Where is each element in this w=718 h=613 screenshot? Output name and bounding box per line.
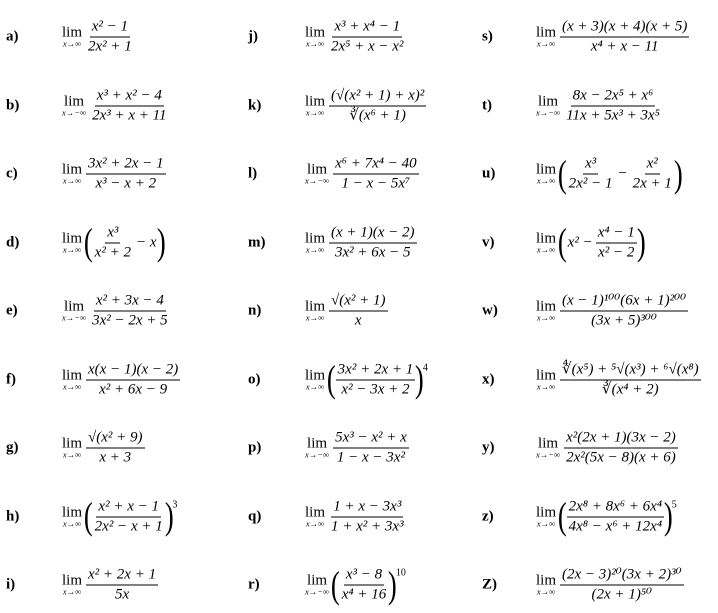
limit-operator	[536, 231, 556, 254]
fraction	[93, 223, 133, 262]
problem-s	[482, 9, 712, 65]
problem-label: u)	[482, 165, 496, 182]
limit-operator	[62, 505, 82, 528]
lim-word: lim	[305, 230, 326, 246]
limit-operator	[62, 300, 86, 323]
problem-n	[248, 283, 484, 339]
lim-word: lim	[536, 24, 557, 41]
limit-operator	[536, 163, 556, 186]
lim-word: lim	[536, 367, 557, 383]
limit-expression	[536, 360, 702, 399]
limit-subscript: x→∞	[305, 312, 325, 323]
problem-m	[248, 215, 484, 271]
lim-word: lim	[305, 367, 326, 383]
problem-label: x)	[482, 371, 495, 387]
numerator: (x + 1)(x − 2)	[329, 223, 417, 243]
limit-expression	[536, 566, 685, 605]
limit-operator	[536, 26, 556, 49]
exponent: 5	[671, 499, 677, 510]
left-paren: (	[557, 153, 567, 195]
problem-d	[6, 215, 242, 271]
lim-word: lim	[305, 93, 326, 109]
numerator: x³	[583, 155, 598, 175]
limit-subscript: x→−∞	[536, 107, 561, 117]
limit-subscript: x→∞	[62, 586, 82, 597]
numerator: √(x² + 1)	[329, 292, 388, 312]
right-paren: )	[164, 495, 174, 538]
problem-t	[482, 78, 712, 134]
numerator: x²	[645, 155, 660, 175]
limit-expression	[305, 360, 428, 399]
numerator: x³ − 8	[344, 566, 384, 586]
denominator: x² + 6x − 9	[99, 381, 168, 397]
lim-word: lim	[305, 24, 326, 41]
limit-expression	[305, 223, 418, 262]
limit-operator	[62, 163, 82, 186]
numerator: x³ + x² − 4	[95, 86, 164, 106]
numerator: x² + 2x + 1	[86, 566, 158, 586]
problem-i	[6, 557, 242, 613]
limit-operator	[62, 231, 82, 254]
limit-operator	[536, 300, 556, 323]
lim-word: lim	[62, 161, 83, 178]
numerator: (x + 3)(x + 4)(x + 5)	[560, 18, 689, 38]
limit-expression	[305, 429, 410, 468]
problem-y	[482, 420, 712, 476]
limit-subscript: x→∞	[305, 518, 325, 528]
problem-label: z)	[482, 508, 494, 524]
fraction	[329, 497, 406, 536]
limit-operator	[536, 574, 556, 597]
lim-word: lim	[64, 298, 85, 315]
limit-expression	[536, 223, 644, 262]
lim-word: lim	[536, 572, 557, 589]
limit-subscript: x→∞	[305, 107, 325, 117]
limit-operator	[305, 505, 325, 528]
minus-sign: −	[617, 165, 628, 182]
limit-subscript: x→∞	[536, 381, 556, 391]
denominator: x³ − x + 2	[95, 175, 157, 192]
fraction	[564, 86, 662, 125]
problem-v	[482, 215, 712, 271]
denominator: 1 − x − 3x²	[336, 449, 405, 466]
problem-label: s)	[482, 28, 493, 45]
limit-subscript: x→∞	[536, 38, 556, 49]
limit-expression	[62, 155, 167, 194]
numerator: 1 + x − 3x³	[331, 497, 403, 517]
limit-operator	[305, 26, 325, 49]
problem-label: k)	[248, 97, 262, 113]
limit-subscript: x→−∞	[62, 312, 87, 323]
fraction	[567, 155, 615, 194]
limit-subscript: x→∞	[536, 518, 556, 528]
numerator: x³	[105, 223, 120, 243]
fraction	[90, 86, 168, 125]
fraction	[93, 497, 165, 536]
lim-word: lim	[64, 93, 85, 109]
fraction	[329, 18, 405, 57]
left-paren: (	[557, 495, 567, 538]
numerator: √(x² + 9)	[86, 429, 145, 449]
lim-word: lim	[62, 435, 83, 452]
problem-label: r)	[248, 576, 260, 593]
denominator: x + 3	[99, 449, 132, 466]
problem-label: p)	[248, 439, 262, 456]
problem-label: t)	[482, 97, 492, 113]
denominator: x² − 2	[598, 244, 635, 260]
denominator: 2x⁵ + x − x²	[331, 38, 404, 55]
denominator: (3x + 5)³⁰⁰	[591, 312, 657, 329]
limit-operator	[62, 368, 82, 391]
denominator: 1 − x − 5x⁷	[341, 175, 411, 192]
lim-word: lim	[307, 572, 328, 589]
problem-z	[482, 489, 712, 545]
denominator: 2x + 1	[632, 175, 672, 192]
fraction	[333, 429, 409, 468]
numerator: x⁶ + 7x⁴ − 40	[333, 155, 419, 175]
problem-label: v)	[482, 234, 495, 250]
lim-word: lim	[536, 298, 557, 315]
limit-expression	[536, 155, 682, 194]
limit-expression	[536, 292, 689, 331]
limit-expression	[62, 223, 165, 262]
lim-word: lim	[62, 367, 83, 383]
problem-g	[6, 420, 242, 476]
numerator: x² − 1	[90, 18, 130, 38]
limit-expression	[536, 86, 663, 125]
lim-word: lim	[536, 504, 557, 520]
lim-word: lim	[305, 504, 326, 520]
denominator: 4x⁸ − x⁶ + 12x⁴	[568, 518, 663, 534]
limit-operator	[305, 574, 329, 597]
fraction	[564, 429, 678, 468]
numerator: ∜(x⁵) + ⁵√(x³) + ⁶√(x⁸)	[560, 360, 701, 380]
lim-word: lim	[538, 93, 559, 109]
limit-subscript: x→∞	[536, 586, 556, 597]
problem-x	[482, 352, 712, 408]
problem-u	[482, 146, 712, 202]
exponent: 3	[172, 499, 178, 510]
limit-operator	[536, 437, 560, 460]
problem-label: f)	[6, 371, 16, 387]
fraction	[560, 566, 684, 605]
fraction	[86, 18, 134, 57]
fraction	[560, 18, 689, 57]
right-paren: )	[157, 221, 167, 264]
fraction	[336, 360, 416, 399]
limit-expression	[305, 155, 420, 194]
numerator: 2x⁸ + 8x⁶ + 6x⁴	[567, 497, 664, 517]
limit-subscript: x→∞	[62, 38, 82, 49]
lim-word: lim	[536, 161, 557, 178]
denominator: 2x² − 1	[568, 175, 613, 192]
problem-label: o)	[248, 371, 261, 387]
right-paren: )	[663, 495, 673, 538]
problem-label: m)	[248, 234, 266, 250]
fraction	[86, 155, 166, 194]
fraction	[567, 497, 664, 536]
numerator: x² + x − 1	[96, 497, 161, 517]
limit-expression	[62, 18, 135, 57]
limit-subscript: x→∞	[305, 381, 325, 391]
limit-expression	[305, 18, 406, 57]
problem-label: e)	[6, 302, 18, 319]
problem-label: h)	[6, 508, 20, 524]
lim-word: lim	[62, 230, 83, 246]
problem-label: c)	[6, 165, 18, 182]
problem-label: d)	[6, 234, 20, 250]
limit-expression	[305, 86, 427, 125]
fraction	[631, 155, 674, 194]
limit-operator	[305, 437, 329, 460]
denominator: x² − 3x + 2	[341, 381, 410, 397]
problem-label: Z)	[482, 576, 497, 593]
limit-expression	[536, 18, 690, 57]
problem-j	[248, 9, 484, 65]
limit-operator	[62, 26, 82, 49]
limit-operator	[62, 574, 82, 597]
lim-word: lim	[538, 435, 559, 452]
problem-p	[248, 420, 484, 476]
problem-c	[6, 146, 242, 202]
limit-subscript: x→∞	[62, 518, 82, 528]
numerator: 3x² + 2x − 1	[86, 155, 166, 175]
right-paren: )	[388, 564, 397, 606]
denominator: x⁴ + x − 11	[590, 38, 659, 55]
fraction	[329, 223, 417, 262]
exponent: 10	[395, 567, 406, 579]
numerator: x² + 3x − 4	[94, 292, 166, 312]
denominator: 11x + 5x³ + 3x⁵	[566, 107, 660, 123]
limit-subscript: x→−∞	[305, 449, 330, 460]
limit-operator	[536, 94, 560, 117]
left-paren: (	[557, 221, 567, 264]
limit-operator	[536, 505, 556, 528]
lim-word: lim	[305, 298, 326, 315]
lead-term: x² −	[567, 234, 593, 250]
problem-label: g)	[6, 439, 19, 456]
fraction	[329, 86, 426, 125]
limit-subscript: x→∞	[62, 244, 82, 254]
limit-subscript: x→−∞	[536, 449, 561, 460]
numerator: (x − 1)¹⁰⁰(6x + 1)²⁰⁰	[560, 292, 688, 312]
denominator: ∛(x⁴ + 2)	[602, 381, 659, 397]
limit-expression	[62, 566, 159, 605]
limit-subscript: x→∞	[62, 175, 82, 186]
right-paren: )	[415, 358, 424, 401]
limit-expression	[305, 292, 389, 331]
numerator: x⁴ − 1	[596, 223, 637, 243]
denominator: 2x² − x + 1	[94, 518, 163, 534]
problem-label: a)	[6, 28, 19, 45]
denominator: 2x³ + x + 11	[92, 107, 167, 123]
limit-expression	[62, 292, 171, 331]
fraction	[333, 155, 419, 194]
right-paren: )	[636, 221, 646, 264]
limit-operator	[305, 163, 329, 186]
denominator: 2x²(5x − 8)(x + 6)	[566, 449, 676, 466]
problem-label: l)	[248, 165, 258, 182]
problem-label: w)	[482, 302, 498, 319]
problem-r	[248, 557, 484, 613]
numerator: 5x³ − x² + x	[333, 429, 409, 449]
problem-label: b)	[6, 97, 20, 113]
limit-subscript: x→∞	[536, 175, 556, 186]
numerator: 3x² + 2x + 1	[336, 360, 416, 380]
limit-operator	[62, 94, 86, 117]
problem-k	[248, 78, 484, 134]
lim-word: lim	[62, 572, 83, 589]
limit-subscript: x→∞	[536, 312, 556, 323]
limit-expression	[305, 497, 407, 536]
problem-f	[6, 352, 242, 408]
denominator: x⁴ + 16	[341, 586, 387, 603]
limit-subscript: x→∞	[305, 38, 325, 49]
limit-subscript: x→∞	[305, 244, 325, 254]
problem-l	[248, 146, 484, 202]
problem-label: n)	[248, 302, 262, 319]
lim-word: lim	[307, 435, 328, 452]
fraction	[86, 429, 145, 468]
fraction	[560, 292, 688, 331]
denominator: (2x + 1)⁵⁰	[591, 586, 653, 603]
numerator: x(x − 1)(x − 2)	[86, 360, 180, 380]
problem-o	[248, 352, 484, 408]
exponent: 4	[422, 362, 428, 373]
limit-operator	[305, 368, 325, 391]
lim-word: lim	[536, 230, 557, 246]
limit-subscript: x→−∞	[305, 175, 330, 186]
limit-subscript: x→−∞	[62, 107, 87, 117]
problem-w	[482, 283, 712, 339]
left-paren: (	[83, 221, 93, 264]
limit-operator	[536, 368, 556, 391]
denominator: 2x² + 1	[88, 38, 132, 55]
denominator: ∛(x⁶ + 1)	[349, 107, 406, 123]
fraction	[329, 292, 388, 331]
fraction	[596, 223, 637, 262]
problem-label: j)	[248, 28, 258, 45]
fraction	[560, 360, 701, 399]
problem-a	[6, 9, 242, 65]
limit-expression	[536, 497, 677, 536]
fraction	[340, 566, 389, 605]
left-paren: (	[326, 358, 336, 401]
numerator: 8x − 2x⁵ + x⁶	[571, 86, 656, 106]
problem-h	[6, 489, 242, 545]
numerator: x³ + x⁴ − 1	[332, 18, 402, 38]
right-paren: )	[673, 153, 683, 195]
problem-label: y)	[482, 439, 495, 456]
problem-e	[6, 283, 242, 339]
limit-operator	[305, 94, 325, 117]
denominator: 3x² + 6x − 5	[335, 244, 411, 260]
lim-word: lim	[62, 504, 83, 520]
fraction	[86, 360, 180, 399]
limit-subscript: x→∞	[62, 381, 82, 391]
problem-q	[248, 489, 484, 545]
limit-subscript: x→−∞	[305, 586, 330, 597]
denominator: 1 + x² + 3x³	[331, 518, 404, 534]
limit-expression	[62, 429, 146, 468]
limit-subscript: x→∞	[536, 244, 556, 254]
limit-operator	[305, 300, 325, 323]
left-paren: (	[330, 564, 340, 606]
denominator: x	[354, 312, 362, 329]
denominator: 3x² − 2x + 5	[92, 312, 168, 329]
numerator: x²(2x + 1)(3x − 2)	[564, 429, 678, 449]
limit-operator	[62, 437, 82, 460]
lim-word: lim	[307, 161, 328, 178]
tail-term: − x	[135, 234, 157, 250]
denominator: x² + 2	[94, 244, 131, 260]
numerator: (√(x² + 1) + x)²	[329, 86, 426, 106]
limit-expression	[62, 497, 177, 536]
limit-operator	[305, 231, 325, 254]
limit-expression	[536, 429, 679, 468]
lim-word: lim	[62, 24, 83, 41]
limit-expression	[62, 360, 181, 399]
fraction	[86, 566, 158, 605]
fraction	[90, 292, 170, 331]
problem-label: i)	[6, 576, 16, 593]
problem-b	[6, 78, 242, 134]
problem-Z	[482, 557, 712, 613]
problem-label: q)	[248, 508, 262, 524]
limit-expression	[305, 566, 406, 605]
left-paren: (	[83, 495, 93, 538]
limit-subscript: x→∞	[62, 449, 82, 460]
limit-expression	[62, 86, 170, 125]
denominator: 5x	[114, 586, 130, 603]
numerator: (2x − 3)²⁰(3x + 2)³⁰	[560, 566, 684, 586]
